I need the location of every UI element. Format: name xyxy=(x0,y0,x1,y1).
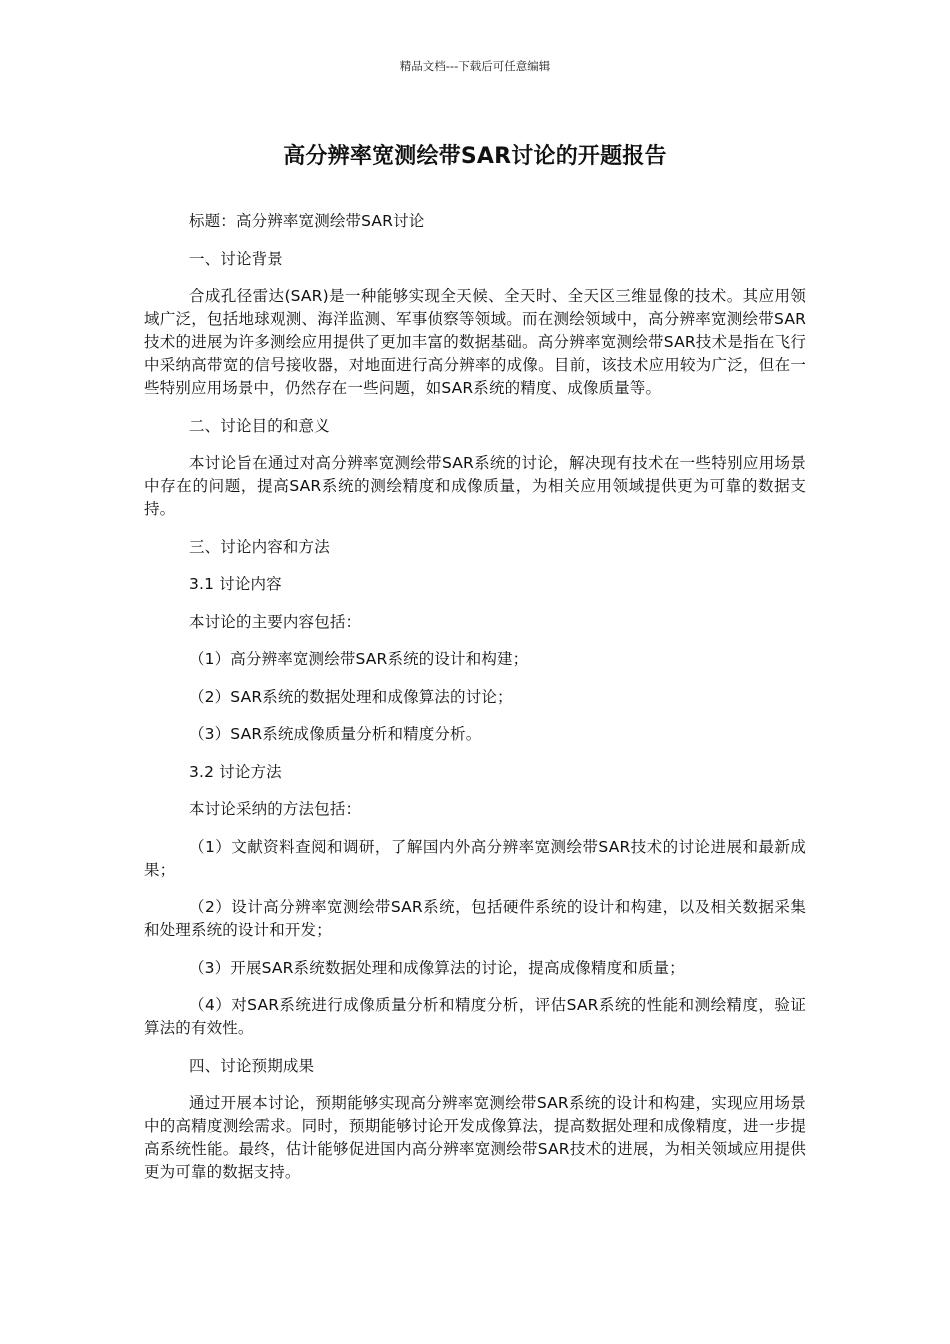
body-paragraph: 本讨论的主要内容包括： xyxy=(189,612,362,631)
document-title: 高分辨率宽测绘带SAR讨论的开题报告 xyxy=(283,144,667,169)
list-item: （1）高分辨率宽测绘带SAR系统的设计和构建； xyxy=(189,650,529,668)
section-heading: 四、讨论预期成果 xyxy=(189,1056,315,1075)
list-item: （4）对SAR系统进行成像质量分析和精度分析，评估SAR系统的性能和测绘精度，验证算法的有效性。 xyxy=(144,996,806,1037)
list-item: （3）开展SAR系统数据处理和成像算法的讨论，提高成像精度和质量； xyxy=(189,958,685,977)
subsection-heading: 3.2 讨论方法 xyxy=(189,762,282,781)
subsection-heading: 3.1 讨论内容 xyxy=(189,575,282,593)
list-item: （2）SAR系统的数据处理和成像算法的讨论； xyxy=(189,687,513,706)
subject-line: 标题：高分辨率宽测绘带SAR讨论 xyxy=(189,212,425,230)
list-item: （1）文献资料查阅和调研，了解国内外高分辨率宽测绘带SAR技术的讨论进展和最新成果； xyxy=(144,837,806,879)
document-body xyxy=(144,210,806,1199)
body-paragraph: 本讨论旨在通过对高分辨率宽测绘带SAR系统的讨论，解决现有技术在一些特别应用场景中存在的问题，提高SAR系统的测绘精度和成像质量，为相关应用领域提供更为可靠的数据支持。 xyxy=(144,454,806,518)
list-item: （2）设计高分辨率宽测绘带SAR系统，包括硬件系统的设计和构建，以及相关数据采集和处理系统的设计和开发； xyxy=(144,898,806,939)
body-paragraph: 通过开展本讨论，预期能够实现高分辨率宽测绘带SAR系统的设计和构建，实现应用场景中的高精度测绘需求。同时，预期能够讨论开发成像算法，提高数据处理和成像精度，进一步提高系统性能。最终，估计能够促进国内高分辨率宽测绘带SAR技术的进展，为相关领域应用提供更为可靠的数据支持。 xyxy=(144,1094,806,1181)
body-paragraph: 本讨论采纳的方法包括： xyxy=(189,800,362,818)
list-item: （3）SAR系统成像质量分析和精度分析。 xyxy=(189,725,482,743)
header-note: 精品文档---下载后可任意编辑 xyxy=(399,59,551,73)
body-paragraph: 合成孔径雷达(SAR)是一种能够实现全天候、全天时、全天区三维显像的技术。其应用领域广泛，包括地球观测、海洋监测、军事侦察等领域。而在测绘领域中，高分辨率宽测绘带SAR技术的进展为许多测绘应用提供了更加丰富的数据基础。高分辨率宽测绘带SAR技术是指在飞行中采纳高带宽的信号接收器，对地面进行高分辨率的成像。目前，该技术应用较为广泛，但在一些特别应用场景中，仍然存在一些问题，如SAR系统的精度、成像质量等。 xyxy=(144,287,806,397)
section-heading: 三、讨论内容和方法 xyxy=(189,537,330,556)
section-heading: 一、讨论背景 xyxy=(189,249,283,268)
section-heading: 二、讨论目的和意义 xyxy=(189,416,330,435)
